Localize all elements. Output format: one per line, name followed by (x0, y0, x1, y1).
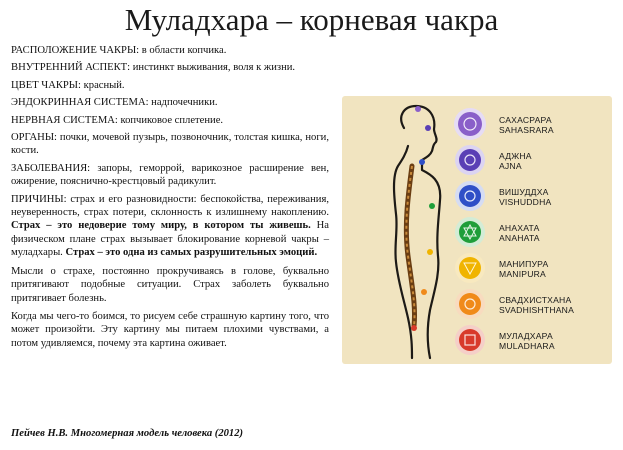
body-point-svadhisthana (421, 289, 427, 295)
chakra-label-vishuddha (499, 187, 551, 207)
para-endocrine: ЭНДОКРИННАЯ СИСТЕМА: надпочечники. (11, 97, 218, 109)
causes-bold-2: Страх – это одна из самых разрушительных эмоций. (65, 247, 318, 259)
chakra-ru: МУЛАДХАРА (499, 331, 553, 341)
chakra-icon-svadhisthana (455, 289, 485, 319)
chakra-en: MULADHARA (499, 341, 555, 351)
chakra-ru: САХАСРАРА (499, 115, 552, 125)
chakra-icon-anahata (455, 217, 485, 247)
body-point-vishuddha (419, 159, 425, 165)
page-title: Муладхара – корневая чакра (124, 2, 499, 37)
text-column (11, 44, 329, 355)
chakra-en: AJNA (499, 161, 522, 171)
body-point-manipura (427, 249, 433, 255)
para-thoughts: Мысли о страхе, постоянно прокручиваясь в голове, буквально притягивают подобные ситуации. Страх заболеть буквально притягивает болезнь. (11, 265, 329, 304)
chakra-ru: ВИШУДДХА (499, 187, 549, 197)
chakra-en: MANIPURA (499, 269, 546, 279)
chakra-icon-muladhara (455, 325, 485, 355)
chakra-icon-manipura (455, 253, 485, 283)
para-inner-aspect: ВНУТРЕННИЙ АСПЕКТ: инстинкт выживания, воля к жизни. (11, 62, 296, 74)
chakra-en: SVADHISHTHANA (499, 305, 575, 315)
chakra-icon-sahasrara (454, 108, 486, 140)
body-point-ajna (425, 125, 431, 131)
chakra-ru: СВАДХИСТХАНА (499, 295, 572, 305)
chakra-label-manipura (499, 259, 548, 279)
chakra-label-muladhara (499, 331, 555, 351)
body-silhouette (394, 106, 440, 358)
chakra-icon-vishuddha (455, 181, 485, 211)
para-causes (11, 193, 329, 260)
chakra-ru: АДЖНА (499, 151, 532, 161)
chakra-illustration (342, 96, 612, 364)
para-diseases: ЗАБОЛЕВАНИЯ: запоры, геморрой, варикозное расширение вен, ожирение, пояснично-крестцовый радикулит. (11, 162, 329, 188)
chakra-en: ANAHATA (499, 233, 540, 243)
para-organs: ОРГАНЫ: почки, мочевой пузырь, позвоночник, толстая кишка, ноги, кости. (11, 132, 329, 157)
para-color: ЦВЕТ ЧАКРЫ: красный. (11, 79, 125, 91)
para-location: РАСПОЛОЖЕНИЕ ЧАКРЫ: в области копчика. (11, 45, 227, 56)
when-afraid-text-2: , а потом удивляемся, почему эта картина оживает. (11, 324, 330, 349)
body-point-sahasrara (415, 106, 421, 112)
chakra-en: SAHASRARA (499, 125, 554, 135)
para-when-afraid (11, 310, 329, 350)
causes-text-1: ПРИЧИНЫ: страх и его разновидности: беспокойства, переживания, неуверенность, страх потери, склонность к излишнему накоплению. (11, 193, 329, 219)
chakra-label-ajna (499, 151, 532, 171)
body-point-muladhara (411, 325, 417, 331)
causes-bold-1: Страх – это недоверие тому миру, в котором ты живешь. (11, 220, 311, 232)
citation: Пейчев Н.В. Многомерная модель человека (2012) (11, 428, 244, 439)
chakra-ru: АНАХАТА (499, 223, 540, 233)
when-afraid-text-1: Когда мы чего-то боимся, то рисуем себе страшную картину того, что может произойти. Эту картину мы питаем плохими чувствами (11, 310, 329, 336)
spine (406, 166, 414, 326)
chakra-ru: МАНИПУРА (499, 259, 549, 269)
para-nervous: НЕРВНАЯ СИСТЕМА: копчиковое сплетение. (11, 114, 224, 126)
body-point-anahata (429, 203, 435, 209)
chakra-label-anahata (499, 223, 540, 243)
chakra-en: VISHUDDHA (499, 197, 552, 207)
chakra-emblems (454, 108, 486, 355)
chakra-figure (342, 96, 612, 364)
chakra-label-svadhisthana (499, 295, 574, 315)
chakra-label-sahasrara (499, 115, 554, 135)
causes-text-2: На физическом плане страх вызывает блокирование корневой чакры – муладхары. (11, 220, 329, 259)
chakra-icon-ajna (455, 145, 485, 175)
